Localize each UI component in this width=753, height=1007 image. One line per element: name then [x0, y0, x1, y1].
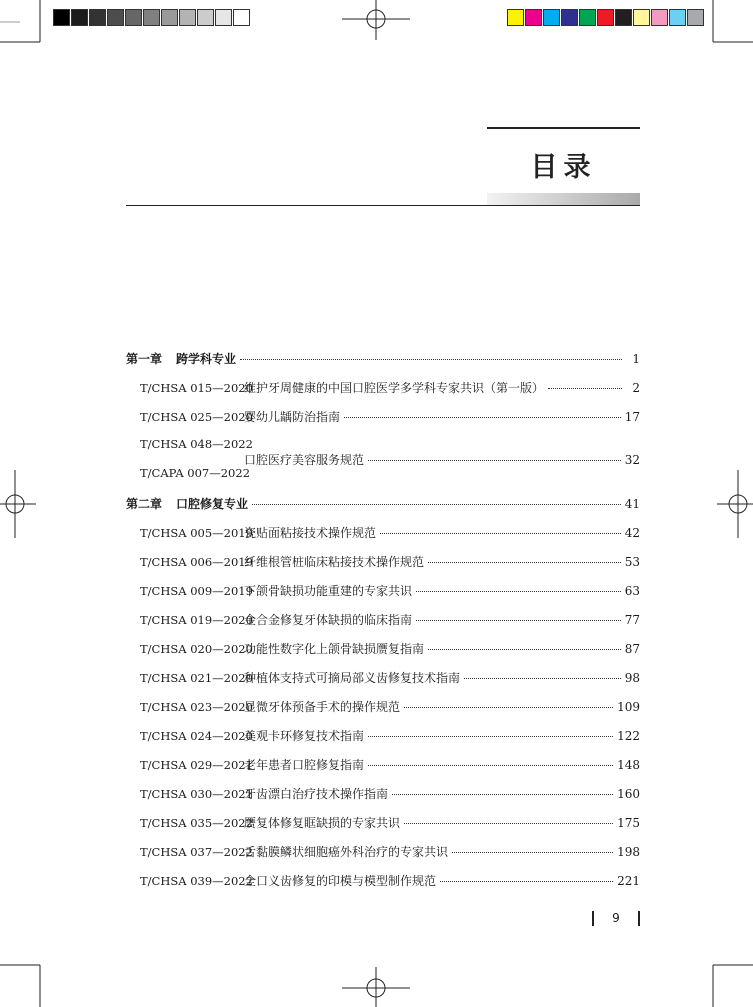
toc-entry[interactable]: [126, 379, 640, 408]
chapter-2-entries: [126, 524, 640, 901]
color-swatch: [633, 9, 650, 26]
color-swatch: [615, 9, 632, 26]
standard-code: T/CHSA 023—2020: [140, 700, 253, 714]
footer-right-bar: [638, 911, 640, 926]
color-swatch: [651, 9, 668, 26]
dot-leader: [440, 881, 613, 882]
toc-entry[interactable]: [126, 582, 640, 611]
entry-title: 纤维根管桩临床粘接技术操作规范: [244, 555, 425, 569]
toc-entry[interactable]: [126, 872, 640, 901]
dot-leader: [368, 736, 613, 737]
standard-code: T/CHSA 039—2022: [140, 874, 253, 888]
entry-title: 全口义齿修复的印模与模型制作规范: [244, 874, 437, 888]
standard-code: T/CHSA 048—2022: [140, 437, 253, 451]
page-number: 53: [624, 555, 640, 569]
color-swatch: [669, 9, 686, 26]
dot-leader: [404, 707, 613, 708]
entry-title: 种植体支持式可摘局部义齿修复技术指南: [244, 671, 461, 685]
page-number: 42: [624, 526, 640, 540]
standard-code: T/CHSA 029—2021: [140, 758, 253, 772]
page-number: 148: [617, 758, 640, 772]
color-swatch: [233, 9, 250, 26]
page-number: 41: [624, 497, 640, 511]
page-number: 198: [617, 845, 640, 859]
toc-entry[interactable]: [126, 814, 640, 843]
color-swatch: [687, 9, 704, 26]
dot-leader: [380, 533, 621, 534]
color-swatch: [561, 9, 578, 26]
entry-title: 金合金修复牙体缺损的临床指南: [244, 613, 413, 627]
entry-title: 瓷贴面粘接技术操作规范: [244, 526, 377, 540]
toc-entry[interactable]: [126, 611, 640, 640]
standard-code: T/CHSA 009—2019: [140, 584, 253, 598]
dot-leader: [428, 562, 621, 563]
color-swatch: [89, 9, 106, 26]
page-number: 87: [624, 642, 640, 656]
chapter-title: 口腔修复专业: [176, 497, 249, 511]
entry-title: 下颌骨缺损功能重建的专家共识: [244, 584, 413, 598]
standard-code: T/CHSA 035—2022: [140, 816, 253, 830]
standard-code: T/CHSA 015—2020: [140, 381, 253, 395]
gray-color-bar: [53, 9, 251, 26]
color-swatch: [215, 9, 232, 26]
page-number: 109: [617, 700, 640, 714]
color-swatch: [125, 9, 142, 26]
standard-code: T/CHSA 006—2019: [140, 555, 253, 569]
toc-chapter-1[interactable]: [126, 350, 640, 379]
entry-title: 口腔医疗美容服务规范: [244, 453, 365, 467]
page-number: 160: [617, 787, 640, 801]
color-swatch: [107, 9, 124, 26]
toc-chapter-2[interactable]: [126, 495, 640, 524]
color-swatch: [525, 9, 542, 26]
standard-code: T/CHSA 030—2021: [140, 787, 253, 801]
page-title: 目录: [530, 152, 597, 183]
dot-leader: [404, 823, 613, 824]
page-number: 17: [624, 410, 640, 424]
page-number: 2: [632, 381, 640, 395]
color-swatch: [179, 9, 196, 26]
color-swatch: [53, 9, 70, 26]
color-swatch: [71, 9, 88, 26]
color-swatch: [161, 9, 178, 26]
toc-entry[interactable]: [126, 408, 640, 437]
color-swatch: [543, 9, 560, 26]
page-number: 63: [624, 584, 640, 598]
page-number: 32: [624, 453, 640, 467]
dot-leader: [252, 504, 621, 505]
folio-page-number: 9: [612, 911, 620, 925]
toc-entry[interactable]: [126, 524, 640, 553]
color-swatch: [143, 9, 160, 26]
entry-title: 美观卡环修复技术指南: [244, 729, 365, 743]
header-bottom-rule: [126, 205, 640, 206]
page-number: 98: [624, 671, 640, 685]
entry-title: 老年患者口腔修复指南: [244, 758, 365, 772]
table-of-contents: [126, 350, 640, 901]
entry-title: 婴幼儿龋防治指南: [244, 410, 341, 424]
entry-title: 牙齿漂白治疗技术操作指南: [244, 787, 389, 801]
toc-entry[interactable]: [126, 785, 640, 814]
dot-leader: [240, 359, 622, 360]
header-top-rule: [487, 127, 640, 129]
page-number: 122: [617, 729, 640, 743]
toc-entry[interactable]: [126, 756, 640, 785]
standard-code: T/CAPA 007—2022: [140, 466, 251, 480]
standard-code: T/CHSA 019—2020: [140, 613, 253, 627]
dot-leader: [416, 620, 621, 621]
dot-leader: [368, 460, 621, 461]
process-color-bar: [507, 9, 705, 26]
entry-title: 显微牙体预备手术的操作规范: [244, 700, 401, 714]
entry-title: 维护牙周健康的中国口腔医学多学科专家共识（第一版）: [244, 381, 545, 395]
chapter-label: 第一章: [126, 352, 163, 366]
dot-leader: [344, 417, 621, 418]
page-number: 77: [624, 613, 640, 627]
standard-code: T/CHSA 025—2020: [140, 410, 253, 424]
standard-code: T/CHSA 005—2019: [140, 526, 253, 540]
toc-entry[interactable]: [126, 727, 640, 756]
dot-leader: [452, 852, 613, 853]
entry-title: 功能性数字化上颌骨缺损赝复指南: [244, 642, 425, 656]
page-number: 221: [617, 874, 640, 888]
toc-entry[interactable]: [126, 553, 640, 582]
dot-leader: [548, 388, 622, 389]
dot-leader: [368, 765, 613, 766]
toc-entry[interactable]: [126, 669, 640, 698]
toc-entry[interactable]: [126, 843, 640, 872]
dot-leader: [428, 649, 621, 650]
standard-code: T/CHSA 021—2020: [140, 671, 253, 685]
chapter-label: 第二章: [126, 497, 163, 511]
color-swatch: [579, 9, 596, 26]
toc-entry[interactable]: [126, 640, 640, 669]
color-swatch: [507, 9, 524, 26]
dot-leader: [416, 591, 621, 592]
standard-code: T/CHSA 037—2022: [140, 845, 253, 859]
standard-code: T/CHSA 024—2020: [140, 729, 253, 743]
chapter-title: 跨学科专业: [176, 352, 237, 366]
page-number: 1: [632, 352, 640, 366]
entry-title: 赝复体修复眶缺损的专家共识: [244, 816, 401, 830]
dot-leader: [392, 794, 613, 795]
toc-entry-dual-standard[interactable]: [126, 437, 640, 495]
page-footer: [590, 911, 642, 927]
standard-code: T/CHSA 020—2020: [140, 642, 253, 656]
page-number: 175: [617, 816, 640, 830]
toc-entry[interactable]: [126, 698, 640, 727]
color-swatch: [597, 9, 614, 26]
entry-title: 舌黏膜鳞状细胞癌外科治疗的专家共识: [244, 845, 449, 859]
color-swatch: [197, 9, 214, 26]
dot-leader: [464, 678, 621, 679]
